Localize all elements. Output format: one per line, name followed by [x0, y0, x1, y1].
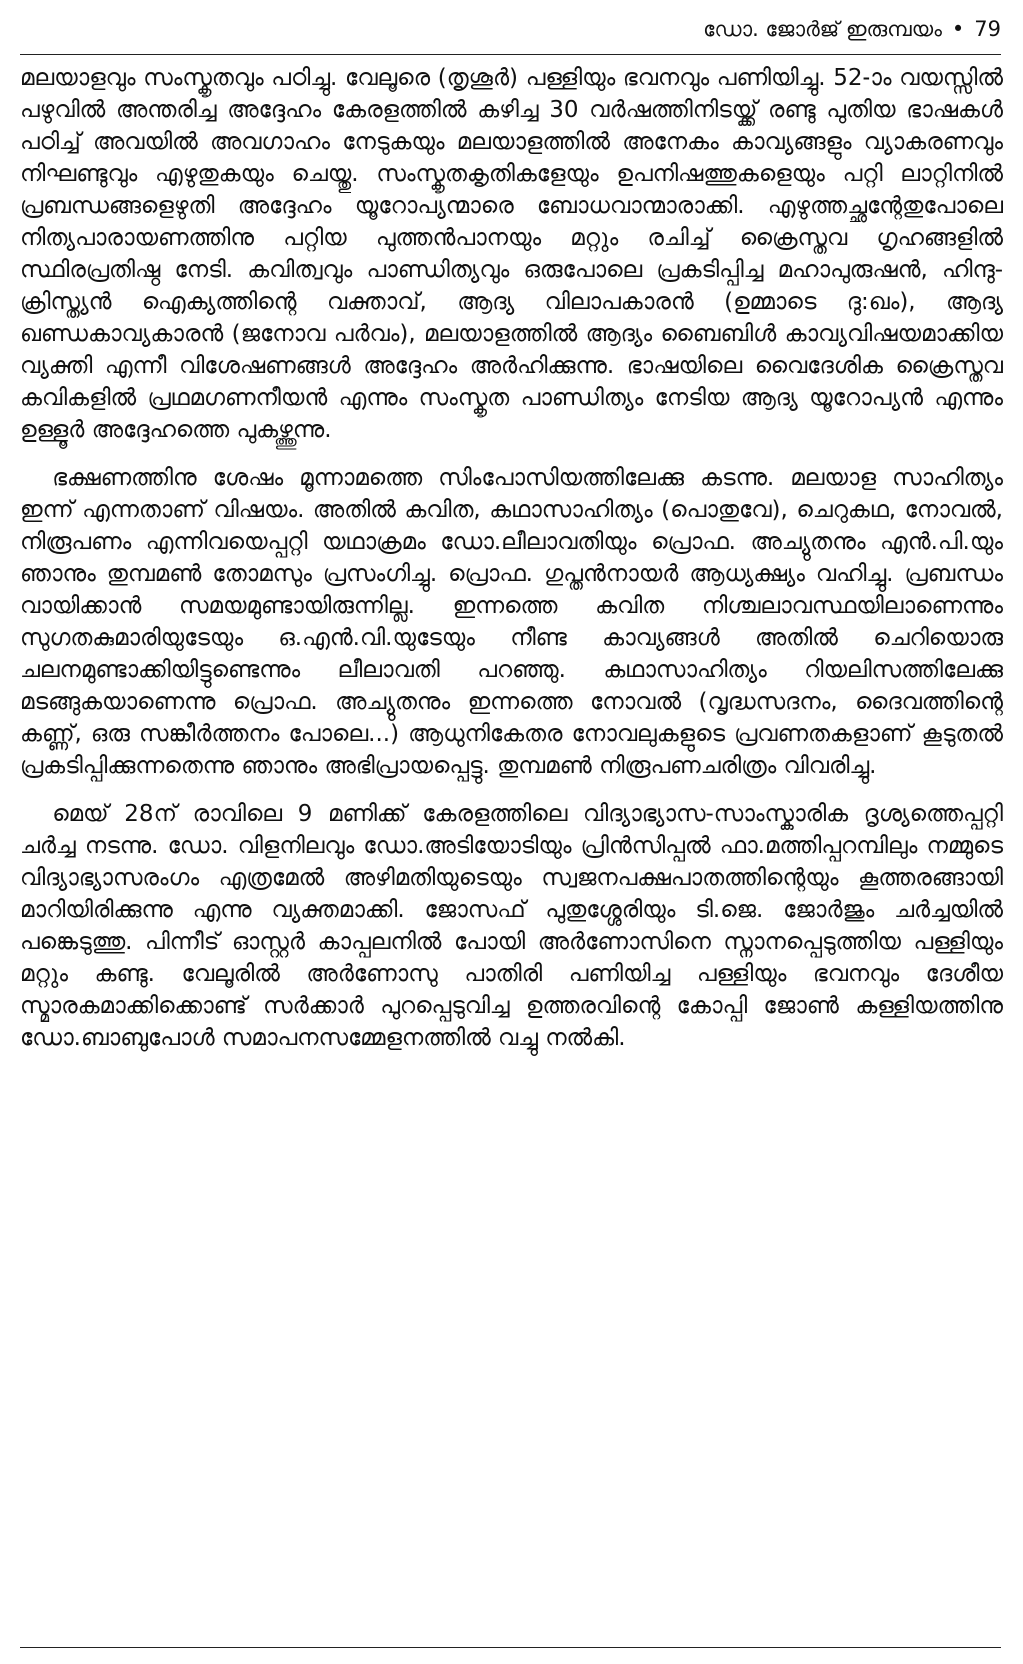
footer-rule: [20, 1647, 1001, 1648]
body-text: [20, 62, 1003, 1642]
paragraph-2: ഭക്ഷണത്തിനു ശേഷം മൂന്നാമത്തെ സിംപോസിയത്തിലേക്കു കടന്നു. മലയാള സാഹിത്യം ഇന്ന് എന്നതാണ് വിഷയം. അതിൽ കവിത, കഥാസാഹിത്യം (പൊതുവേ), ചെറുകഥ, നോവൽ, നിരൂപണം എന്നിവയെപ്പറ്റി യഥാക്രമം ഡോ.ലീലാവതിയും പ്രൊഫ. അച്യുതനും എൻ.പി.യും ഞാനും തുമ്പമൺ തോമസും പ്രസംഗിച്ചു. പ്രൊഫ. ഗുപ്തൻനായർ ആധ്യക്ഷ്യം വഹിച്ചു. പ്രബന്ധം വായിക്കാൻ സമയമുണ്ടായിരുന്നില്ല. ഇന്നത്തെ കവിത നിശ്ചലാവസ്ഥയിലാണെന്നും സുഗതകുമാരിയുടേയും ഒ.എൻ.വി.യുടേയും നീണ്ട കാവ്യങ്ങൾ അതിൽ ചെറിയൊരു ചലനമുണ്ടാക്കിയിട്ടുണ്ടെന്നും ലീലാവതി പറഞ്ഞു. കഥാസാഹിത്യം റിയലിസത്തിലേക്കു മടങ്ങുകയാണെന്നു പ്രൊഫ. അച്യുതനും ഇന്നത്തെ നോവൽ (വൃദ്ധസദനം, ദൈവത്തിന്റെ കണ്ണ്, ഒരു സങ്കീർത്തനം പോലെ...) ആധുനികേതര നോവലുകളുടെ പ്രവണതകളാണ് കൂടുതൽ പ്രകടിപ്പിക്കുന്നതെന്നു ഞാനും അഭിപ്രായപ്പെട്ടു. തുമ്പമൺ നിരൂപണചരിത്രം വിവരിച്ചു.: [20, 465, 1003, 779]
paragraph-3: മെയ് 28ന് രാവിലെ 9 മണിക്ക് കേരളത്തിലെ വിദ്യാഭ്യാസ-സാംസ്കാരിക ദൃശ്യത്തെപ്പറ്റി ചർച്ച നടന്നു. ഡോ. വിളനിലവും ഡോ.അടിയോടിയും പ്രിൻസിപ്പൽ ഫാ.മത്തിപ്പറമ്പിലും നമ്മുടെ വിദ്യാഭ്യാസരംഗം എത്രമേൽ അഴിമതിയുടെയും സ്വജനപക്ഷപാതത്തിന്റെയും കൂത്തരങ്ങായി മാറിയിരിക്കുന്നു എന്നു വ്യക്തമാക്കി. ജോസഫ് പുതുശ്ശേരിയും ടി.ജെ. ജോർജും ചർച്ചയിൽ പങ്കെടുത്തു. പിന്നീട് ഓസ്റ്റർ കാപ്പലനിൽ പോയി അർണോസിനെ സ്നാനപ്പെടുത്തിയ പള്ളിയും മറ്റും കണ്ടു. വേലൂരിൽ അർണോസു പാതിരി പണിയിച്ച പള്ളിയും ഭവനവും ദേശീയ സ്മാരകമാക്കിക്കൊണ്ട് സർക്കാർ പുറപ്പെടുവിച്ച ഉത്തരവിന്റെ കോപ്പി ജോൺ കള്ളിയത്തിനു ഡോ.ബാബുപോൾ സമാപനസമ്മേളനത്തിൽ വച്ചു നൽകി.: [20, 801, 1003, 1051]
running-header: [20, 12, 1001, 46]
header-rule: [20, 54, 1001, 55]
header-bullet: •: [951, 17, 965, 41]
page-number: 79: [974, 17, 1001, 41]
running-title: ഡോ. ജോർജ് ഇരുമ്പയം: [703, 17, 942, 41]
paragraph-1: മലയാളവും സംസ്കൃതവും പഠിച്ചു. വേലൂരെ (തൃശൂർ) പള്ളിയും ഭവനവും പണിയിച്ചു. 52-ാം വയസ്സിൽ പഴുവിൽ അന്തരിച്ച അദ്ദേഹം കേരളത്തിൽ കഴിച്ച 30 വർഷത്തിനിടയ്ക്ക് രണ്ടു പുതിയ ഭാഷകൾ പഠിച്ച് അവയിൽ അവഗാഹം നേടുകയും മലയാളത്തിൽ അനേകം കാവ്യങ്ങളും വ്യാകരണവും നിഘണ്ടുവും എഴുതുകയും ചെയ്തു. സംസ്കൃതകൃതികളേയും ഉപനിഷത്തുകളെയും പറ്റി ലാറ്റിനിൽ പ്രബന്ധങ്ങളെഴുതി അദ്ദേഹം യൂറോപ്യന്മാരെ ബോധവാന്മാരാക്കി. എഴുത്തച്ഛന്റേതുപോലെ നിത്യപാരായണത്തിനു പറ്റിയ പുത്തൻപാനയും മറ്റും രചിച്ച് ക്രൈസ്തവ ഗൃഹങ്ങളിൽ സ്ഥിരപ്രതിഷ്ഠ നേടി. കവിത്വവും പാണ്ഡിത്യവും ഒരുപോലെ പ്രകടിപ്പിച്ച മഹാപുരുഷൻ, ഹിന്ദു-ക്രിസ്ത്യൻ ഐക്യത്തിന്റെ വക്താവ്, ആദ്യ വിലാപകാരൻ (ഉമ്മാടെ ദു:ഖം), ആദ്യ ഖണ്ഡകാവ്യകാരൻ (ജനോവ പർവം), മലയാളത്തിൽ ആദ്യം ബൈബിൾ കാവ്യവിഷയമാക്കിയ വ്യക്തി എന്നീ വിശേഷണങ്ങൾ അദ്ദേഹം അർഹിക്കുന്നു. ഭാഷയിലെ വൈദേശിക ക്രൈസ്തവ കവികളിൽ പ്രഥമഗണനീയൻ എന്നും സംസ്കൃത പാണ്ഡിത്യം നേടിയ ആദ്യ യൂറോപ്യൻ എന്നും ഉള്ളൂർ അദ്ദേഹത്തെ പുകഴ്ത്തുന്നു.: [20, 65, 1003, 443]
